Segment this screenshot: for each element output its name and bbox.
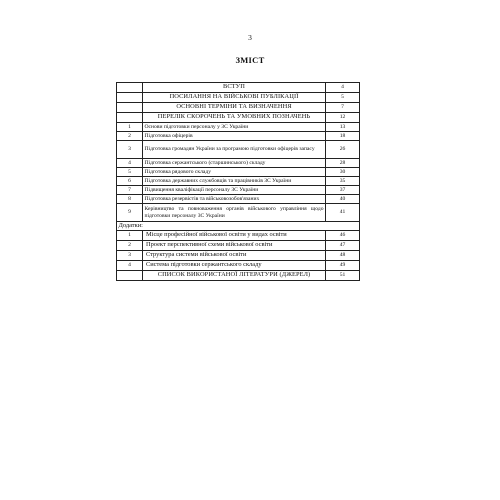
toc-row-title: Підвищення кваліфікації персоналу ЗС України <box>143 186 326 195</box>
toc-row-title: Основи підготовки персоналу у ЗС України <box>143 123 326 132</box>
toc-row-title: Підготовка офіцерів <box>143 132 326 141</box>
annex-row <box>117 261 360 271</box>
toc-row-number <box>117 113 143 123</box>
references-title: СПИСОК ВИКОРИСТАНОЇ ЛІТЕРАТУРИ (ДЖЕРЕЛ) <box>143 271 326 281</box>
toc-row-title: Підготовка громадян України за програмою підготовки офіцерів запасу <box>143 141 326 159</box>
annex-number: 2 <box>117 241 143 251</box>
annex-label: Додатки: <box>117 222 360 231</box>
toc-row <box>117 141 360 159</box>
references-row <box>117 271 360 281</box>
toc-row <box>117 177 360 186</box>
annex-title: Проект перспективної схеми військової освіти <box>143 241 326 251</box>
toc-row-number: 2 <box>117 132 143 141</box>
annex-page: 48 <box>326 251 360 261</box>
toc-row-title: Керівництво та повноваження органів військового управління щодо підготовки персоналу ЗС України <box>143 204 326 222</box>
toc-row <box>117 204 360 222</box>
page-number: 3 <box>248 33 252 42</box>
toc-row-number: 5 <box>117 168 143 177</box>
toc-row <box>117 123 360 132</box>
toc-row-number <box>117 103 143 113</box>
toc-row-number: 4 <box>117 159 143 168</box>
toc-row-page: 12 <box>326 113 360 123</box>
annex-number: 3 <box>117 251 143 261</box>
references-page: 51 <box>326 271 360 281</box>
toc-row-number <box>117 83 143 93</box>
toc-row-number: 9 <box>117 204 143 222</box>
toc-row-number: 3 <box>117 141 143 159</box>
toc-row-title: ПОСИЛАННЯ НА ВІЙСЬКОВІ ПУБЛІКАЦІЇ <box>143 93 326 103</box>
toc-row <box>117 195 360 204</box>
toc-row-page: 28 <box>326 159 360 168</box>
toc-row-page: 4 <box>326 83 360 93</box>
toc-row-page: 40 <box>326 195 360 204</box>
toc-row-number: 7 <box>117 186 143 195</box>
annex-title: Місце професійної військової освіти у видах освіти <box>143 231 326 241</box>
annex-row <box>117 241 360 251</box>
toc-row-page: 30 <box>326 168 360 177</box>
toc-row <box>117 113 360 123</box>
toc-row-number: 1 <box>117 123 143 132</box>
toc-row-title: Підготовка резервістів та військовозобов'язаних <box>143 195 326 204</box>
annex-title: Система підготовки сержантського складу <box>143 261 326 271</box>
toc-row-page: 13 <box>326 123 360 132</box>
toc-row-page: 41 <box>326 204 360 222</box>
annex-number: 4 <box>117 261 143 271</box>
toc-row-title: Підготовка державних службовців та працівників ЗС України <box>143 177 326 186</box>
toc-row <box>117 83 360 93</box>
toc-row-page: 18 <box>326 132 360 141</box>
annex-row <box>117 231 360 241</box>
annex-row <box>117 251 360 261</box>
toc-row <box>117 132 360 141</box>
toc-row-page: 37 <box>326 186 360 195</box>
annex-number: 1 <box>117 231 143 241</box>
toc-row-title: Підготовка сержантського (старшинського) складу <box>143 159 326 168</box>
toc-row <box>117 93 360 103</box>
references-number <box>117 271 143 281</box>
toc-row-page: 26 <box>326 141 360 159</box>
toc-row <box>117 103 360 113</box>
toc-row-title: ПЕРЕЛІК СКОРОЧЕНЬ ТА УМОВНИХ ПОЗНАЧЕНЬ <box>143 113 326 123</box>
toc-row-page: 7 <box>326 103 360 113</box>
annex-label-row <box>117 222 360 231</box>
toc-row-page: 35 <box>326 177 360 186</box>
toc-row-title: Підготовка рядового складу <box>143 168 326 177</box>
toc-row-title: ВСТУП <box>143 83 326 93</box>
toc-row <box>117 168 360 177</box>
toc-row <box>117 186 360 195</box>
toc-row-number <box>117 93 143 103</box>
table-of-contents <box>116 82 360 281</box>
document-title: ЗМІСТ <box>235 55 265 65</box>
annex-title: Структура системи військової освіти <box>143 251 326 261</box>
toc-row-number: 6 <box>117 177 143 186</box>
annex-page: 46 <box>326 231 360 241</box>
toc-row-page: 5 <box>326 93 360 103</box>
toc-row-title: ОСНОВНІ ТЕРМІНИ ТА ВИЗНАЧЕННЯ <box>143 103 326 113</box>
toc-row-number: 8 <box>117 195 143 204</box>
annex-page: 47 <box>326 241 360 251</box>
toc-row <box>117 159 360 168</box>
annex-page: 49 <box>326 261 360 271</box>
